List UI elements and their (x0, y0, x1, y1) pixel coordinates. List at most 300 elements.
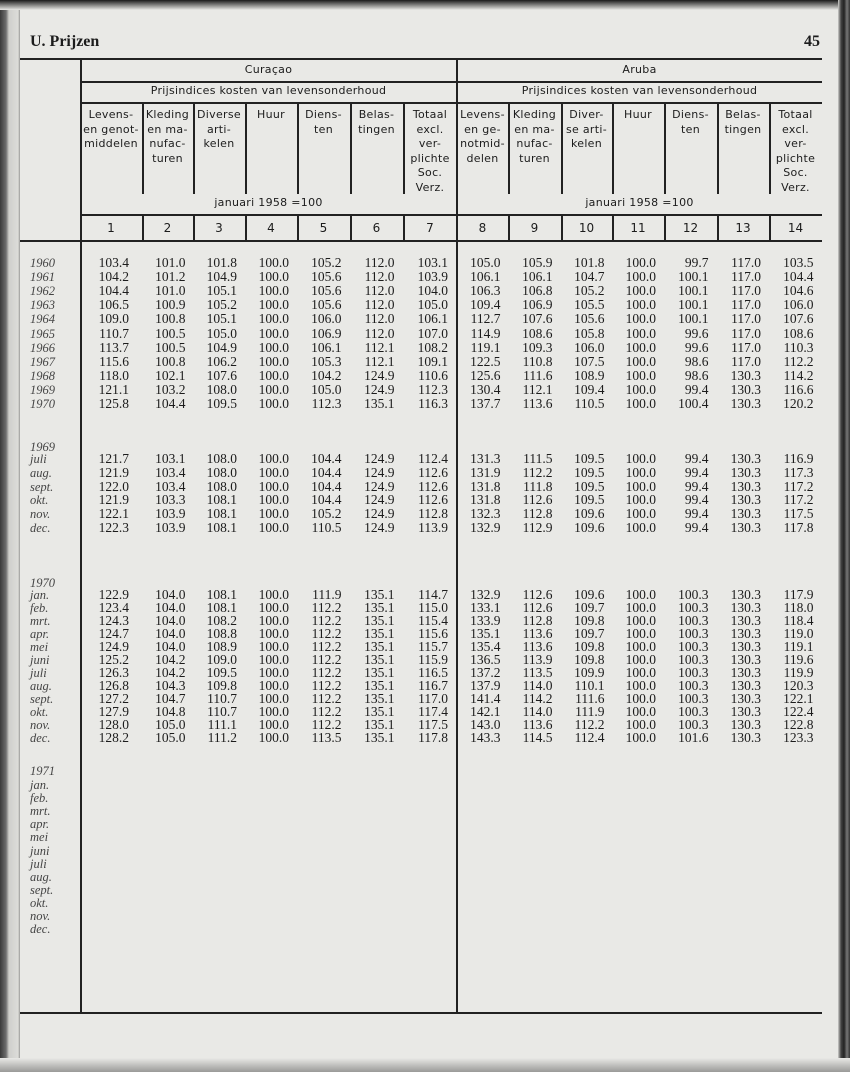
table-cell: 108.1 (206, 600, 237, 615)
table-cell: 105.3 (311, 353, 342, 369)
table-cell: 100.0 (625, 704, 656, 719)
table-cell: 110.7 (99, 325, 129, 341)
table-cell: 108.0 (206, 464, 237, 480)
table-cell: 110.5 (574, 396, 605, 411)
table-cell: 113.9 (418, 520, 448, 535)
table-cell: 101.0 (155, 283, 186, 299)
table-cell: 106.0 (783, 297, 814, 313)
table-cell: 115.0 (418, 600, 448, 615)
table-cell: 135.1 (364, 704, 395, 719)
table-cell: 100.3 (678, 678, 709, 693)
region-title-aruba: Aruba (622, 63, 657, 76)
table-cell: 121.9 (98, 464, 129, 480)
column-number: 3 (215, 221, 223, 235)
table-cell: 104.2 (311, 367, 342, 383)
table-cell: 124.7 (98, 626, 129, 641)
table-cell: 108.2 (417, 339, 448, 355)
table-cell: 106.8 (522, 283, 553, 299)
table-cell: 100.5 (155, 325, 186, 341)
table-cell: 130.3 (730, 717, 761, 732)
table-cell: 130.3 (730, 381, 761, 397)
table-cell: 100.0 (625, 492, 656, 508)
table-cell: 100.0 (625, 678, 656, 693)
table-cell: 121.9 (98, 492, 129, 508)
table-cell: 106.0 (311, 311, 342, 327)
table-cell: 100.0 (258, 520, 289, 535)
table-cell: 100.0 (258, 717, 289, 732)
table-cell: 108.9 (206, 639, 237, 654)
table-cell: 114.7 (418, 587, 448, 602)
column-header: Levens- en ge- notmid- delen (460, 108, 505, 165)
table-cell: 112.4 (418, 451, 448, 466)
table-cell: 105.6 (311, 283, 342, 299)
table-cell: 100.3 (678, 652, 709, 667)
table-cell: 131.3 (470, 451, 501, 466)
table-cell: 100.3 (678, 626, 709, 641)
table-cell: 124.9 (364, 520, 395, 535)
table-cell: 100.0 (625, 353, 656, 369)
table-cell: 112.8 (418, 506, 448, 522)
table-cell: 112.2 (311, 704, 342, 719)
table-cell: 126.8 (98, 678, 129, 693)
table-cell: 112.9 (522, 520, 553, 535)
table-cell: 117.2 (783, 492, 814, 508)
table-cell: 100.0 (258, 730, 289, 745)
table-cell: 100.0 (625, 478, 656, 494)
table-cell: 117.9 (783, 587, 814, 602)
table-cell: 112.2 (311, 639, 342, 654)
table-cell: 143.0 (470, 717, 501, 732)
table-cell: 113.9 (522, 652, 553, 667)
table-cell: 112.4 (574, 730, 605, 745)
table-cell: 100.0 (258, 283, 289, 299)
table-cell: 104.4 (311, 492, 342, 508)
table-cell: 109.7 (574, 600, 605, 615)
table-cell: 100.0 (258, 396, 289, 411)
row-label: 1963 (30, 298, 55, 313)
table-cell: 130.3 (730, 704, 761, 719)
table-cell: 104.0 (155, 600, 186, 615)
table-cell: 122.3 (98, 520, 129, 535)
table-cell: 100.8 (155, 311, 186, 327)
row-label: 1970 (30, 397, 55, 411)
table-cell: 130.3 (730, 613, 761, 628)
table-cell: 112.2 (311, 678, 342, 693)
table-cell: 130.3 (730, 367, 761, 383)
table-cell: 131.8 (470, 478, 501, 494)
table-cell: 104.4 (98, 283, 129, 299)
table-cell: 135.1 (364, 396, 395, 411)
row-label: juli (30, 452, 47, 466)
table-cell: 143.3 (470, 730, 501, 745)
table-cell: 107.6 (522, 311, 553, 327)
table-cell: 135.1 (470, 626, 501, 641)
table-cell: 116.7 (418, 678, 448, 693)
table-cell: 117.4 (418, 704, 448, 719)
column-header: Huur (257, 108, 285, 121)
table-cell: 137.2 (470, 665, 501, 680)
table-cell: 100.3 (678, 587, 709, 602)
table-cell: 116.3 (418, 396, 448, 411)
table-cell: 103.9 (155, 520, 186, 535)
table-cell: 100.0 (625, 639, 656, 654)
table-cell: 115.4 (418, 613, 448, 628)
column-header: Diver- se arti- kelen (566, 108, 607, 150)
table-cell: 107.5 (574, 353, 605, 369)
table-cell: 106.1 (470, 269, 501, 285)
table-cell: 100.0 (625, 311, 656, 327)
table-cell: 112.2 (522, 464, 553, 480)
table-cell: 105.0 (155, 717, 186, 732)
table-cell: 109.1 (417, 353, 448, 369)
table-cell: 112.2 (311, 600, 342, 615)
row-label: juni (30, 843, 50, 858)
table-cell: 106.5 (98, 297, 129, 313)
table-cell: 135.1 (364, 587, 395, 602)
table-cell: 115.7 (418, 639, 448, 654)
table-cell: 112.6 (522, 587, 553, 602)
table-cell: 109.6 (574, 506, 605, 522)
table-cell: 104.9 (206, 339, 237, 355)
table-cell: 111.6 (523, 367, 553, 383)
table-cell: 104.7 (574, 269, 605, 285)
table-cell: 127.2 (98, 691, 129, 706)
table-cell: 105.6 (311, 297, 342, 313)
table-cell: 112.0 (364, 269, 395, 285)
table-cell: 115.6 (99, 353, 129, 369)
table-cell: 100.0 (258, 269, 289, 285)
table-cell: 130.3 (730, 691, 761, 706)
column-number: 10 (578, 221, 595, 235)
table-cell: 108.1 (206, 587, 237, 602)
table-cell: 119.1 (470, 339, 501, 355)
table-cell: 100.0 (625, 464, 656, 480)
table-cell: 99.6 (684, 339, 709, 355)
table-cell: 130.3 (730, 600, 761, 615)
table-cell: 122.1 (783, 691, 814, 706)
table-cell: 109.5 (574, 451, 605, 466)
table-cell: 130.3 (730, 652, 761, 667)
table-cell: 135.1 (364, 730, 395, 745)
table-cell: 100.0 (625, 297, 656, 313)
row-label: 1969 (30, 382, 55, 397)
table-cell: 121.7 (98, 451, 129, 466)
table-cell: 103.9 (417, 269, 448, 285)
table-cell: 98.6 (684, 367, 709, 383)
table-cell: 100.0 (258, 639, 289, 654)
table-cell: 124.9 (364, 506, 395, 522)
table-cell: 100.0 (258, 704, 289, 719)
row-label: 1964 (30, 312, 55, 327)
table-cell: 124.9 (364, 464, 395, 480)
table-cell: 109.5 (574, 478, 605, 494)
column-header: Totaal excl. ver- plichte Soc. Verz. (775, 108, 816, 194)
table-cell: 133.9 (470, 613, 501, 628)
table-cell: 135.1 (364, 678, 395, 693)
table-cell: 124.9 (364, 478, 395, 494)
table-cell: 99.4 (684, 381, 709, 397)
table-cell: 106.0 (574, 339, 605, 355)
table-cell: 108.8 (206, 626, 237, 641)
table-cell: 100.0 (625, 730, 656, 745)
table-cell: 135.1 (364, 639, 395, 654)
rule-top (20, 58, 822, 60)
table-cell: 100.3 (678, 691, 709, 706)
column-header: Diens- ten (305, 108, 342, 136)
table-cell: 130.3 (730, 464, 761, 480)
table-cell: 100.4 (678, 396, 709, 411)
column-number: 8 (478, 221, 487, 235)
table-cell: 113.5 (522, 665, 553, 680)
table-cell: 128.0 (98, 717, 129, 732)
table-cell: 108.1 (206, 506, 237, 522)
table-cell: 135.1 (364, 717, 395, 732)
table-cell: 104.8 (155, 704, 186, 719)
running-head: U. Prijzen (30, 33, 100, 50)
table-cell: 130.3 (730, 520, 761, 535)
table-cell: 112.0 (364, 283, 395, 299)
table-cell: 105.0 (155, 730, 186, 745)
table-cell: 111.8 (523, 478, 553, 494)
table-cell: 114.0 (522, 704, 553, 719)
row-label: 1961 (30, 270, 55, 285)
table-cell: 108.6 (783, 325, 814, 341)
column-header: Belas- tingen (358, 108, 395, 136)
table-cell: 100.0 (258, 600, 289, 615)
table-cell: 112.8 (522, 506, 553, 522)
table-cell: 99.4 (684, 506, 709, 522)
row-label: dec. (30, 922, 51, 937)
table-cell: 105.9 (522, 255, 553, 270)
column-number: 9 (530, 221, 539, 235)
table-cell: 120.2 (783, 396, 814, 411)
row-label: apr. (30, 817, 50, 832)
row-label: mrt. (30, 804, 51, 819)
table-cell: 100.3 (678, 717, 709, 732)
table-cell: 106.1 (417, 311, 448, 327)
table-cell: 111.9 (575, 704, 605, 719)
table-cell: 128.2 (98, 730, 129, 745)
table-cell: 100.0 (625, 600, 656, 615)
column-header: Kleding en ma- nufac- turen (512, 108, 557, 165)
column-header: Levens- en genot- middelen (83, 108, 139, 150)
table-cell: 122.4 (783, 704, 814, 719)
table-cell: 105.5 (574, 297, 605, 313)
table-cell: 123.3 (783, 730, 814, 745)
table-cell: 130.3 (730, 678, 761, 693)
table-cell: 112.0 (364, 325, 395, 341)
table-cell: 100.0 (625, 652, 656, 667)
table-cell: 109.8 (574, 652, 605, 667)
table-cell: 109.7 (574, 626, 605, 641)
table-cell: 131.8 (470, 492, 501, 508)
column-number: 1 (107, 221, 115, 235)
table-cell: 135.4 (470, 639, 501, 654)
row-label: nov. (30, 507, 51, 522)
rule-subtitle (80, 102, 822, 104)
table-cell: 112.2 (311, 717, 342, 732)
table-cell: 100.0 (625, 665, 656, 680)
table-cell: 118.0 (783, 600, 814, 615)
table-cell: 100.3 (678, 665, 709, 680)
table-cell: 109.4 (470, 297, 501, 313)
table-cell: 127.9 (98, 704, 129, 719)
table-cell: 111.1 (207, 717, 237, 732)
table-cell: 100.0 (625, 626, 656, 641)
table-cell: 130.3 (730, 639, 761, 654)
table-cell: 104.4 (311, 464, 342, 480)
table-cell: 100.0 (258, 325, 289, 341)
table-cell: 130.3 (730, 665, 761, 680)
table-cell: 135.1 (364, 691, 395, 706)
table-cell: 122.5 (470, 353, 501, 369)
table-cell: 99.4 (684, 451, 709, 466)
column-number: 13 (735, 221, 751, 235)
column-header: Belas- tingen (724, 108, 762, 136)
table-cell: 100.0 (258, 451, 289, 466)
table-cell: 130.3 (730, 730, 761, 745)
table-cell: 135.1 (364, 665, 395, 680)
table-cell: 112.2 (783, 353, 814, 369)
column-number: 2 (163, 221, 172, 235)
table-cell: 106.9 (522, 297, 553, 313)
table-cell: 100.3 (678, 613, 709, 628)
table-cell: 112.6 (418, 464, 448, 480)
table-cell: 119.9 (783, 665, 814, 680)
table-cell: 130.3 (730, 587, 761, 602)
subtitle-curacao: Prijsindices kosten van levensonderhoud (150, 84, 387, 97)
table-cell: 99.4 (684, 478, 709, 494)
table-cell: 111.9 (312, 587, 342, 602)
table-cell: 110.3 (783, 339, 814, 355)
table-cell: 133.1 (470, 600, 501, 615)
table-cell: 113.6 (522, 717, 553, 732)
table-cell: 105.0 (206, 325, 237, 341)
row-label: feb. (30, 601, 49, 615)
table-cell: 113.7 (99, 339, 129, 355)
table-cell: 135.1 (364, 652, 395, 667)
row-label: aug. (30, 465, 52, 480)
table-cell: 113.6 (522, 639, 553, 654)
table-cell: 117.0 (731, 255, 761, 270)
row-label: 1966 (30, 340, 55, 355)
table-cell: 102.1 (155, 367, 186, 383)
table-cell: 130.3 (730, 492, 761, 508)
row-label: aug. (30, 679, 52, 693)
table-cell: 100.1 (678, 311, 709, 327)
table-cell: 100.0 (625, 367, 656, 383)
table-cell: 105.2 (574, 283, 605, 299)
table-cell: 100.0 (625, 613, 656, 628)
column-number: 5 (319, 221, 328, 235)
table-cell: 103.9 (155, 506, 186, 522)
table-cell: 103.4 (155, 478, 186, 494)
table-cell: 100.9 (155, 297, 186, 313)
table-cell: 125.6 (470, 367, 501, 383)
page-edge-right (838, 0, 850, 1072)
column-number: 11 (630, 221, 646, 235)
table-cell: 112.2 (311, 652, 342, 667)
table-cell: 110.5 (311, 520, 342, 535)
table-cell: 112.7 (470, 311, 501, 327)
row-label: aug. (30, 869, 52, 884)
table-cell: 122.1 (98, 506, 129, 522)
base-curacao: januari 1958 =100 (214, 196, 323, 209)
table-cell: 116.9 (783, 451, 814, 466)
table-cell: 119.1 (783, 639, 814, 654)
table-cell: 104.0 (417, 283, 448, 299)
table-cell: 100.0 (258, 678, 289, 693)
table-cell: 107.0 (417, 325, 448, 341)
table-cell: 104.0 (155, 626, 186, 641)
table-cell: 103.3 (155, 492, 186, 508)
row-label: dec. (30, 521, 51, 535)
table-cell: 100.8 (155, 353, 186, 369)
table-cell: 100.0 (258, 478, 289, 494)
table-cell: 108.0 (206, 451, 237, 466)
table-cell: 100.0 (625, 506, 656, 522)
column-header: Totaal excl. ver- plichte Soc. Verz. (410, 108, 450, 194)
row-label: okt. (30, 493, 49, 508)
table-cell: 130.3 (730, 396, 761, 411)
table-cell: 104.4 (311, 451, 342, 466)
table-cell: 109.5 (574, 464, 605, 480)
table-cell: 110.7 (207, 704, 237, 719)
row-label: 1962 (30, 284, 55, 299)
table-cell: 117.2 (783, 478, 814, 494)
subtitle-aruba: Prijsindices kosten van levensonderhoud (521, 84, 758, 97)
table-cell: 111.2 (207, 730, 237, 745)
row-label: apr. (30, 627, 50, 641)
table-cell: 130.3 (730, 506, 761, 522)
table-cell: 135.1 (364, 600, 395, 615)
table-cell: 106.9 (311, 325, 342, 341)
table-cell: 100.0 (258, 464, 289, 480)
table-cell: 105.0 (417, 297, 448, 313)
rule-label-column (80, 58, 82, 1014)
table-cell: 100.0 (625, 269, 656, 285)
row-label: mrt. (30, 614, 51, 628)
column-header: Diens- ten (672, 108, 709, 136)
row-label: mei (30, 830, 49, 845)
table-cell: 113.6 (522, 396, 553, 411)
table-cell: 117.8 (418, 730, 448, 745)
table-cell: 137.9 (470, 678, 501, 693)
table-cell: 109.9 (574, 665, 605, 680)
table-cell: 100.0 (625, 717, 656, 732)
table-cell: 116.5 (418, 665, 448, 680)
table-cell: 107.6 (206, 367, 237, 383)
table-cell: 100.0 (625, 520, 656, 535)
table-cell: 105.0 (311, 381, 342, 397)
table-cell: 112.2 (311, 613, 342, 628)
table-cell: 104.4 (311, 478, 342, 494)
scan-shadow-top (0, 0, 850, 10)
section-label: 1971 (30, 764, 55, 778)
table-cell: 112.3 (311, 396, 342, 411)
table-cell: 99.4 (684, 464, 709, 480)
scan-shadow-bottom (0, 1058, 850, 1072)
table-cell: 108.0 (206, 381, 237, 397)
table-cell: 141.4 (470, 691, 501, 706)
table-cell: 101.8 (206, 255, 237, 270)
table-cell: 110.1 (574, 678, 605, 693)
table-cell: 114.2 (783, 367, 814, 383)
table-cell: 135.1 (364, 613, 395, 628)
table-cell: 124.9 (98, 639, 129, 654)
table-cell: 112.6 (522, 600, 553, 615)
table-cell: 103.1 (417, 255, 448, 270)
